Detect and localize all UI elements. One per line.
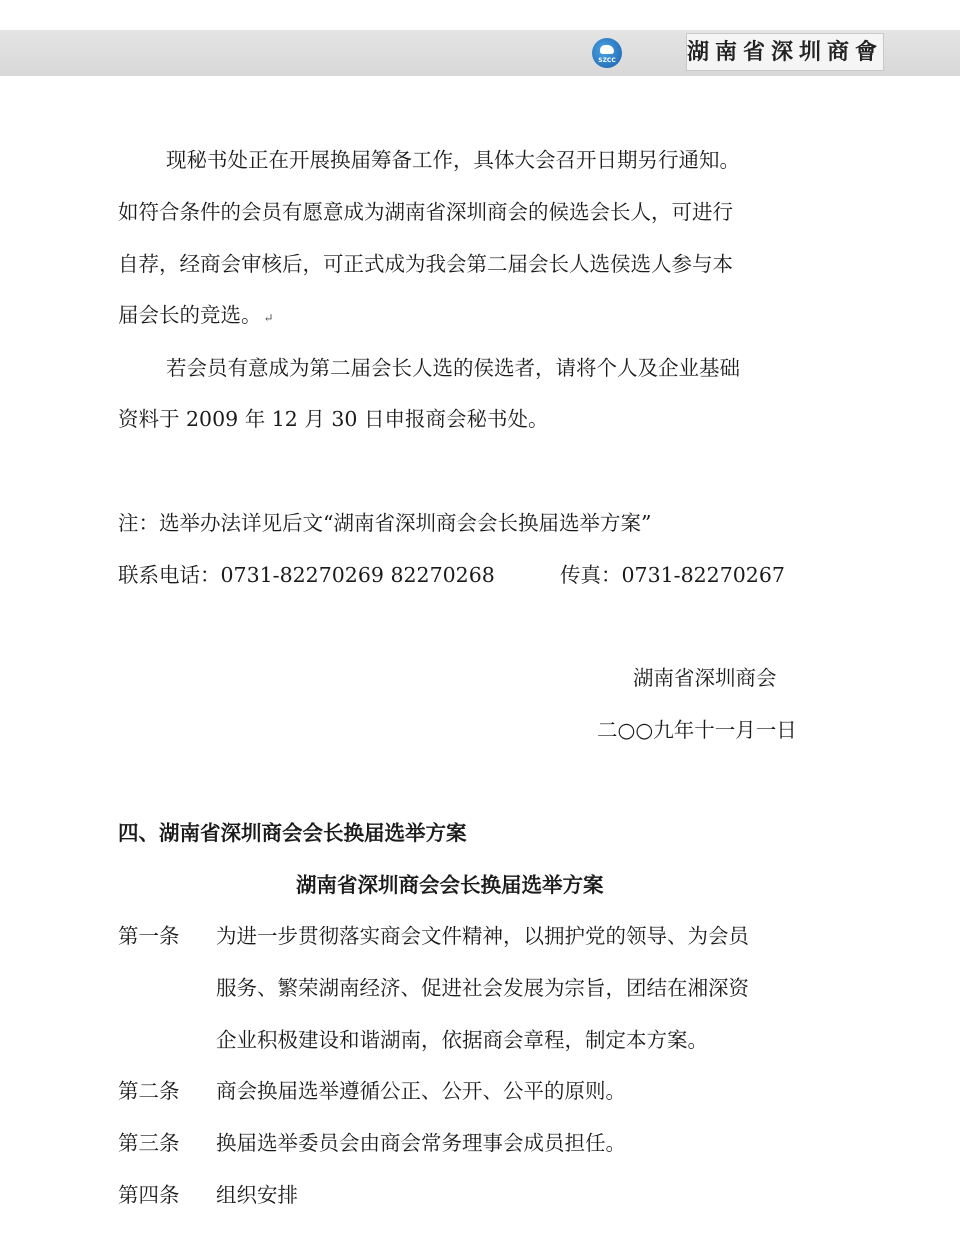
signature-date: 二○○九年十一月一日 <box>597 718 797 742</box>
article-1-label: 第一条 <box>118 924 180 948</box>
article-3-label: 第三条 <box>118 1131 180 1155</box>
paragraph-1-line-4 <box>118 305 274 326</box>
return-mark-icon: ↵ <box>263 311 274 325</box>
article-1-line-2: 服务、繁荣湖南经济、促进社会发展为宗旨，团结在湘深资 <box>216 976 749 1000</box>
paragraph-1-line-2: 如符合条件的会员有愿意成为湖南省深圳商会的候选会长人，可进行 <box>118 200 733 224</box>
logo-emblem <box>600 45 614 54</box>
logo-text: SZCC <box>598 57 616 64</box>
article-4-text: 组织安排 <box>216 1183 298 1207</box>
article-1-line-1: 为进一步贯彻落实商会文件精神，以拥护党的领导、为会员 <box>216 924 749 948</box>
section-title: 湖南省深圳商会会长换届选举方案 <box>296 873 604 897</box>
election-note: 注：选举办法详见后文“湖南省深圳商会会长换届选举方案” <box>118 511 652 535</box>
article-2-label: 第二条 <box>118 1079 180 1103</box>
chamber-logo-icon <box>592 38 622 68</box>
org-name-banner: 湖南省深圳商會 <box>686 33 884 71</box>
paragraph-1-line-1: 现秘书处正在开展换届筹备工作，具体大会召开日期另行通知。 <box>166 148 740 172</box>
section-heading: 四、湖南省深圳商会会长换届选举方案 <box>118 821 467 845</box>
article-4-label: 第四条 <box>118 1183 180 1207</box>
contact-fax: 传真：0731-82270267 <box>560 563 785 587</box>
paragraph-1-line-3: 自荐，经商会审核后，可正式成为我会第二届会长人选侯选人参与本 <box>118 252 733 276</box>
article-3-text: 换届选举委员会由商会常务理事会成员担任。 <box>216 1131 626 1155</box>
article-1-line-3: 企业积极建设和谐湖南，依据商会章程，制定本方案。 <box>216 1028 708 1052</box>
contact-phone: 联系电话：0731-82270269 82270268 <box>118 563 495 587</box>
paragraph-2-line-2: 资料于 2009 年 12 月 30 日申报商会秘书处。 <box>118 407 549 431</box>
article-2-text: 商会换届选举遵循公正、公开、公平的原则。 <box>216 1079 626 1103</box>
signature-org: 湖南省深圳商会 <box>633 666 777 690</box>
paragraph-1-line-4-text: 届会长的竞选。 <box>118 303 262 327</box>
paragraph-2-line-1: 若会员有意成为第二届会长人选的侯选者，请将个人及企业基础 <box>166 356 740 380</box>
